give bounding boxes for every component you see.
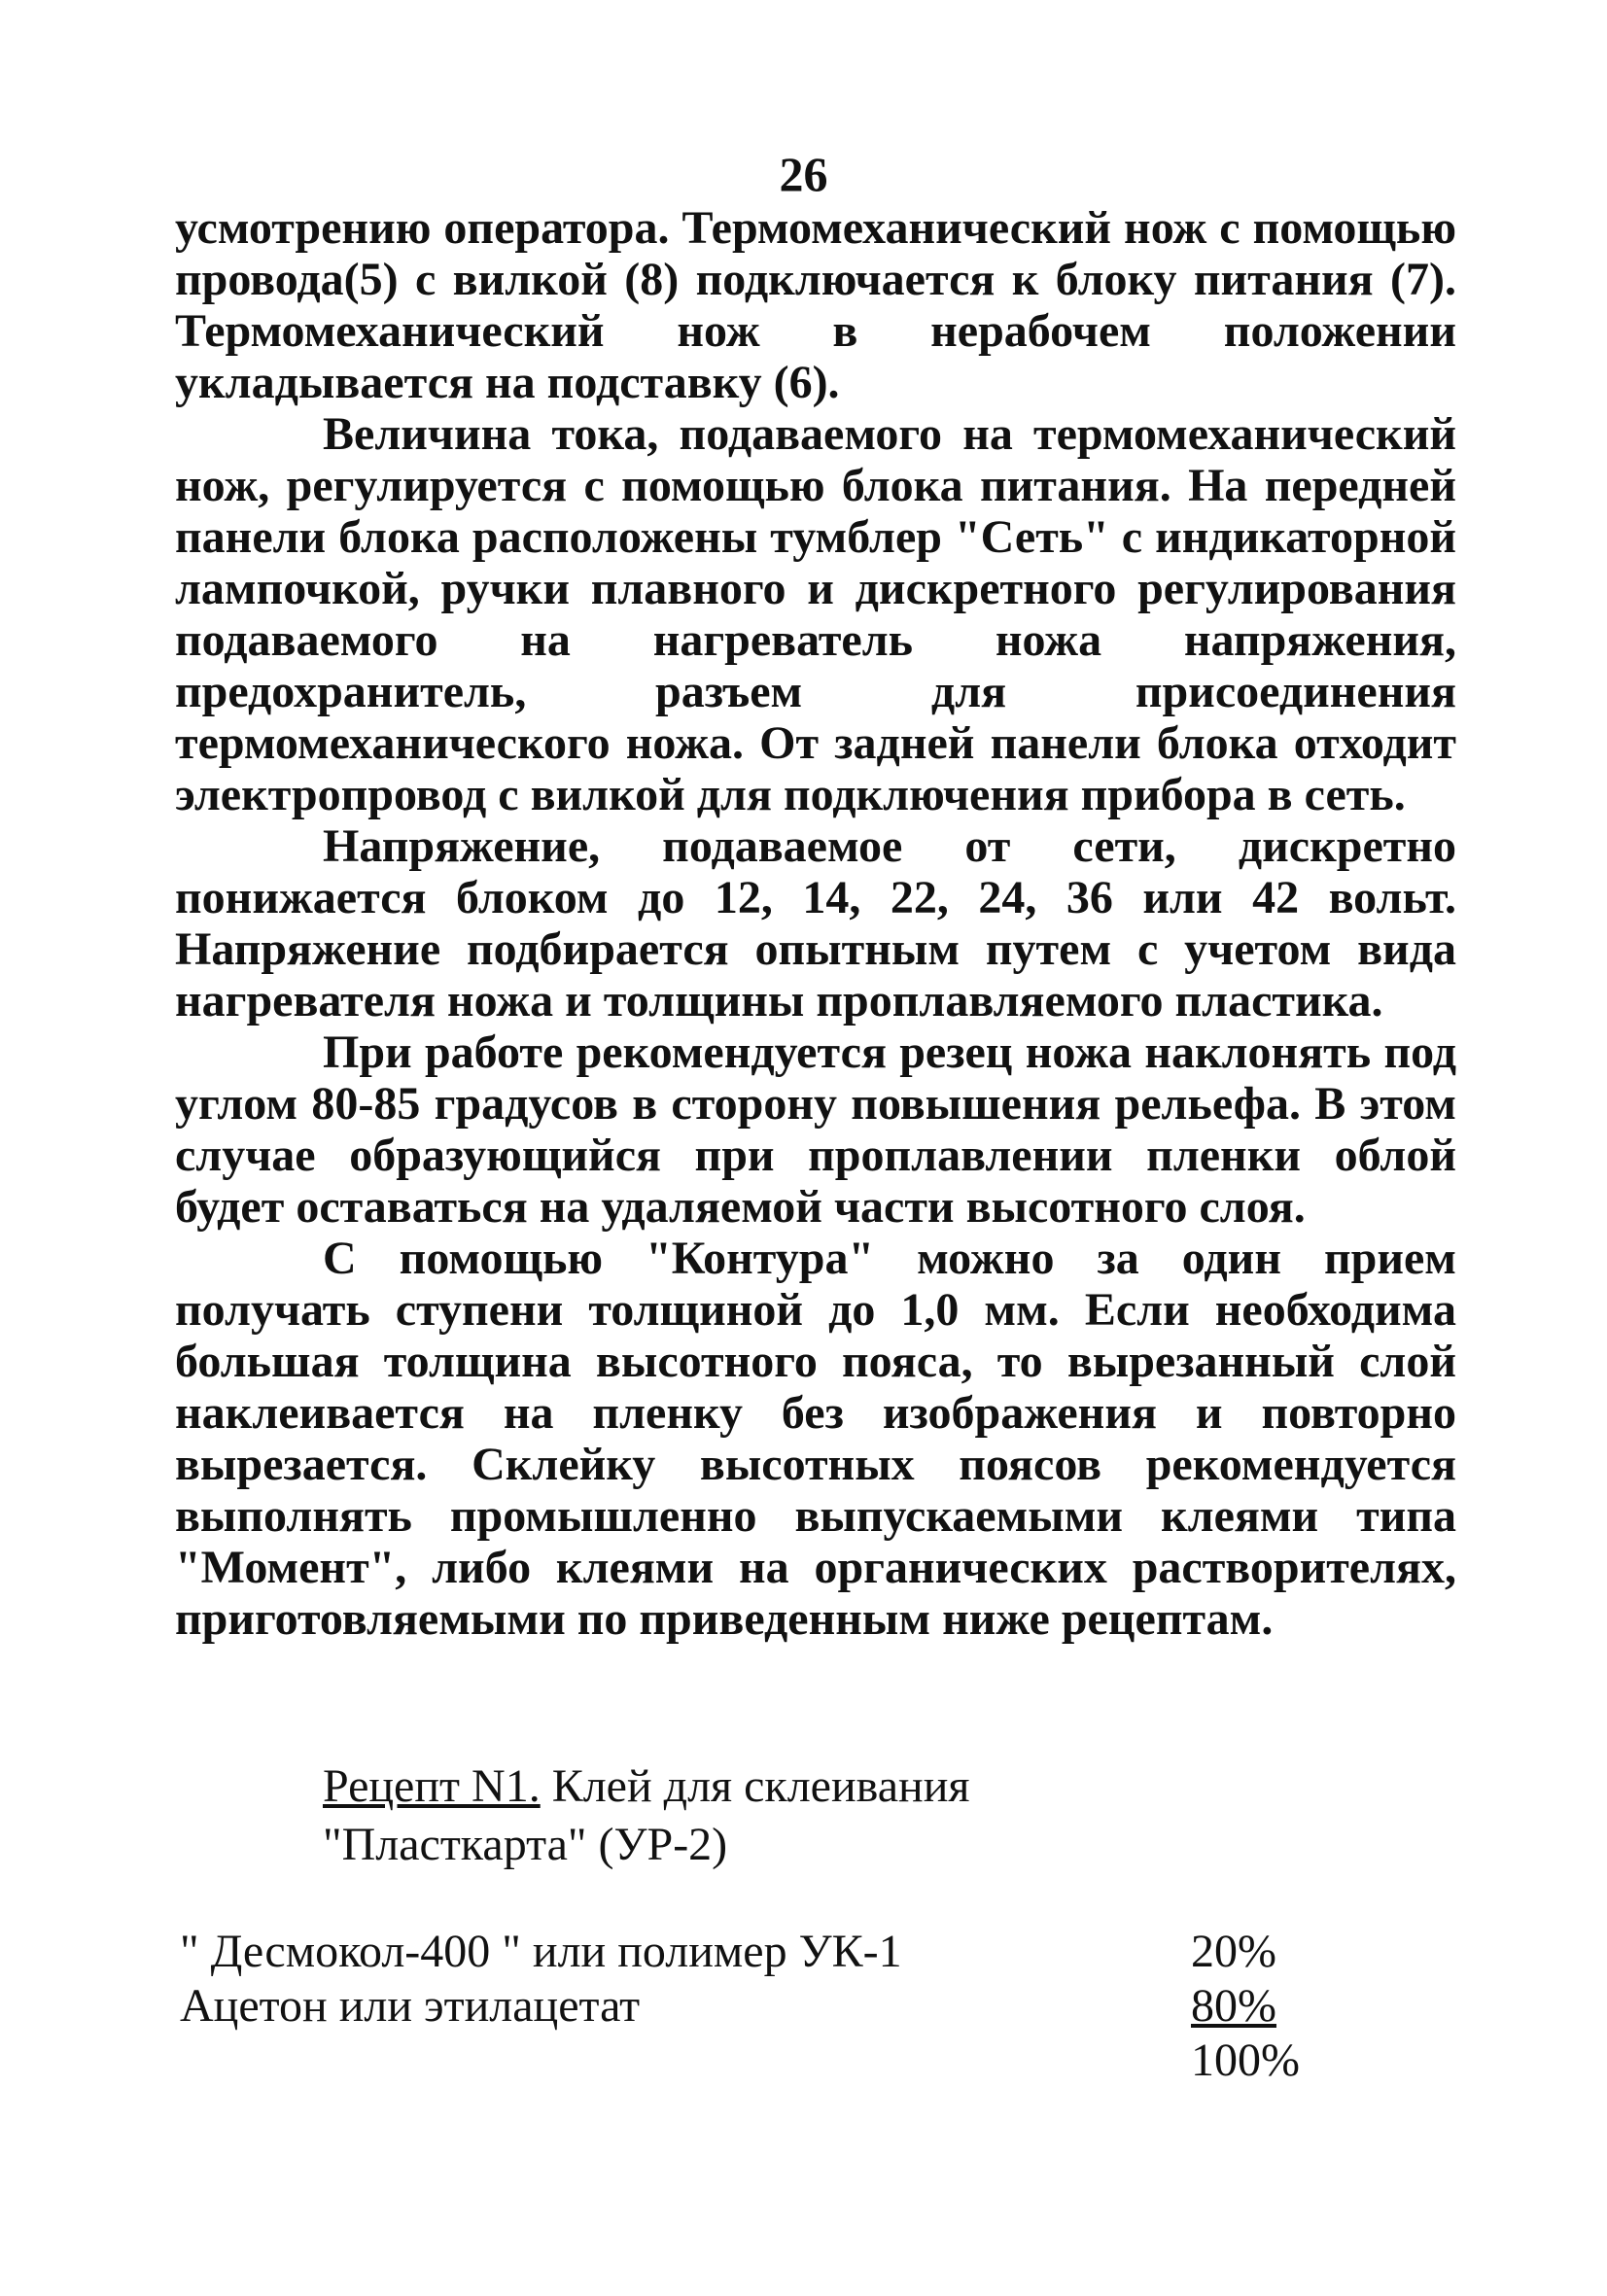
recipe-total-row (180, 2034, 1308, 2088)
body-text (175, 202, 1456, 1645)
recipe-table (180, 1925, 1308, 2088)
ingredient-name: Ацетон или этилацетат (180, 1980, 641, 2032)
total-percent: 100% (1191, 2035, 1300, 2086)
recipe-title-rest: Клей для склеивания (540, 1760, 970, 1812)
paragraph-3: Напряжение, подаваемое от сети, дискретно понижается блоком до 12, 14, 22, 24, 36 или 42 вольт. Напряжение подбирается опытным путем с учетом вида нагревателя ножа и толщины проплавляемого пластика. (175, 820, 1456, 1026)
ingredient-percent: 20% (1191, 1926, 1276, 1977)
paragraph-1: усмотрению оператора. Термомеханический нож с помощью провода(5) с вилкой (8) подключается к блоку питания (7). Термомеханический нож в нерабочем положении укладывается на подставку (6). (175, 202, 1456, 408)
recipe-title-line-1 (323, 1757, 969, 1816)
recipe-title-line-2: "Пласткарта" (УР-2) (323, 1819, 728, 1870)
paragraph-4: При работе рекомендуется резец ножа наклонять под углом 80-85 градусов в сторону повышения рельефа. В этом случае образующийся при проплавлении пленки облой будет оставаться на удаляемой части высотного слоя. (175, 1026, 1456, 1233)
recipe-row (180, 1925, 1308, 1979)
ingredient-name: " Десмокол-400 " или полимер УК-1 (180, 1926, 902, 1977)
recipe-row (180, 1979, 1308, 2034)
recipe-title (323, 1757, 969, 1874)
ingredient-percent: 80% (1191, 1980, 1276, 2032)
paragraph-2: Величина тока, подаваемого на термомеханический нож, регулируется с помощью блока питания. На передней панели блока расположены тумблер "Сеть" с индикаторной лампочкой, ручки плавного и дискретного регулирования подаваемого на нагреватель ножа напряжения, предохранитель, разъем для присоединения термомеханического ножа. От задней панели блока отходит электропровод с вилкой для подключения прибора в сеть. (175, 408, 1456, 820)
page-number: 26 (779, 147, 828, 201)
paragraph-5: С помощью "Контура" можно за один прием получать ступени толщиной до 1,0 мм. Если необходима большая толщина высотного пояса, то вырезанный слой наклеивается на пленку без изображения и повторно вырезается. Склейку высотных поясов рекомендуется выполнять промышленно выпускаемыми клеями типа "Момент", либо клеями на органических растворителях, приготовляемыми по приведенным ниже рецептам. (175, 1233, 1456, 1645)
recipe-label: Рецепт N1. (323, 1760, 541, 1812)
